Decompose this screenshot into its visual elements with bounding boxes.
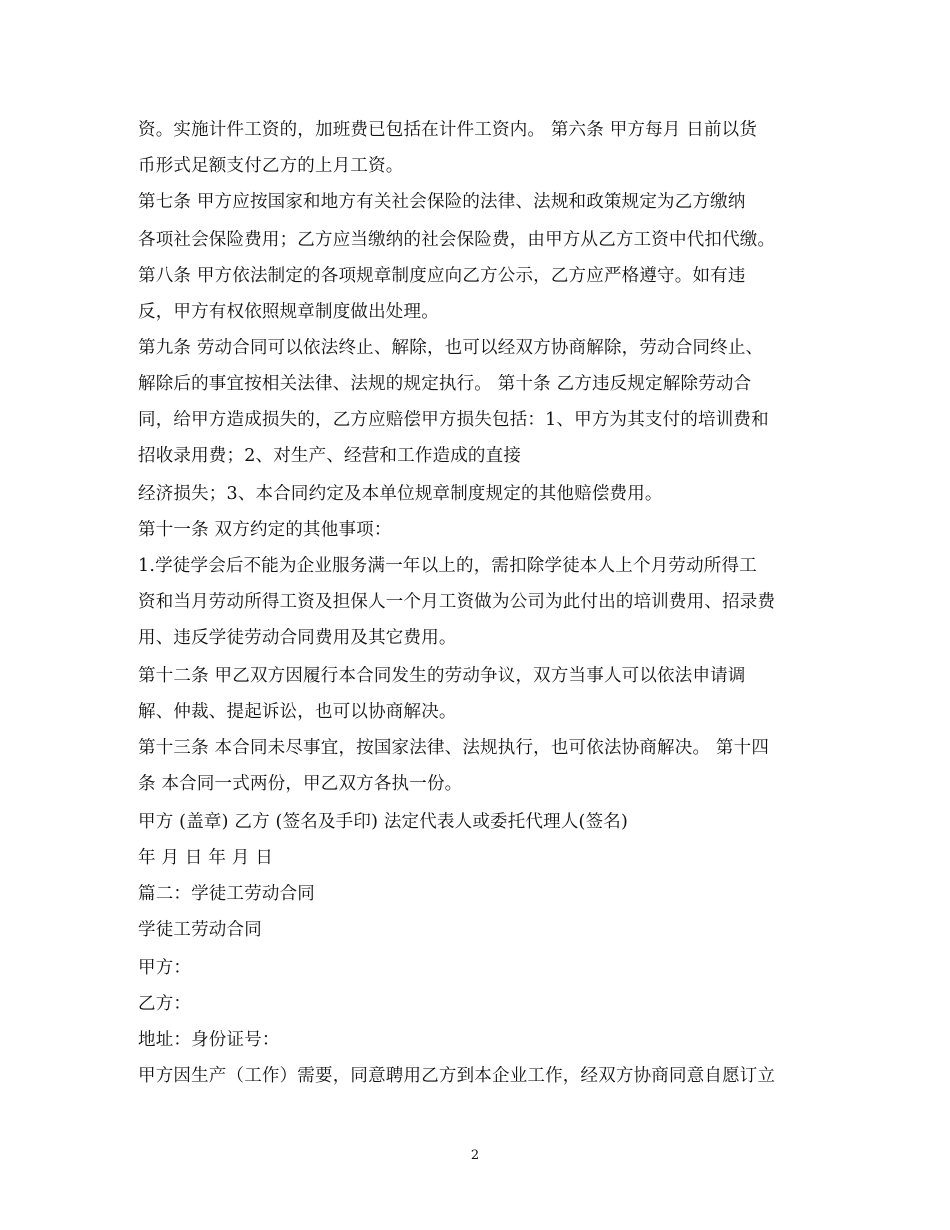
- text-line: 第七条 甲方应按国家和地方有关社会保险的法律、法规和政策规定为乙方缴纳: [138, 192, 746, 212]
- document-title: 学徒工劳动合同: [138, 920, 262, 940]
- text-line: 第八条 甲方依法制定的各项规章制度应向乙方公示，乙方应严格遵守。如有违: [138, 266, 746, 286]
- text-line: 甲方因生产（工作）需要，同意聘用乙方到本企业工作，经双方协商同意自愿订立: [138, 1066, 776, 1086]
- text-line: 经济损失；3、本合同约定及本单位规章制度规定的其他赔偿费用。: [138, 484, 663, 504]
- text-line: 用、违反学徒劳动合同费用及其它费用。: [138, 628, 457, 648]
- text-line: 甲方 (盖章) 乙方 (签名及手印) 法定代表人或委托代理人(签名): [138, 812, 629, 832]
- party-a-label: 甲方：: [138, 958, 192, 978]
- text-line: 第九条 劳动合同可以依法终止、解除，也可以经双方协商解除，劳动合同终止、: [138, 338, 764, 358]
- text-line: 解除后的事宜按相关法律、法规的规定执行。 第十条 乙方违反规定解除劳动合: [138, 374, 752, 394]
- text-line: 解、仲裁、提起诉讼，也可以协商解决。: [138, 702, 457, 722]
- address-id-label: 地址：身份证号：: [138, 1030, 280, 1050]
- text-line: 资。实施计件工资的，加班费已包括在计件工资内。 第六条 甲方每月 日前以货: [138, 120, 758, 140]
- text-line: 各项社会保险费用；乙方应当缴纳的社会保险费，由甲方从乙方工资中代扣代缴。: [138, 230, 776, 250]
- text-line: 同，给甲方造成损失的，乙方应赔偿甲方损失包括：1、甲方为其支付的培训费和: [138, 410, 769, 430]
- text-line: 第十一条 双方约定的其他事项：: [138, 520, 392, 540]
- text-line: 第十三条 本合同未尽事宜，按国家法律、法规执行，也可依法协商解决。 第十四: [138, 738, 770, 758]
- section-heading: 篇二：学徒工劳动合同: [138, 884, 315, 904]
- page-number: 2: [470, 1148, 480, 1163]
- text-line: 资和当月劳动所得工资及担保人一个月工资做为公司为此付出的培训费用、招录费: [138, 592, 776, 612]
- text-line: 年 月 日 年 月 日: [138, 848, 274, 868]
- text-line: 反，甲方有权依照规章制度做出处理。: [138, 302, 439, 322]
- text-line: 条 本合同一式两份，甲乙双方各执一份。: [138, 774, 463, 794]
- party-b-label: 乙方：: [138, 994, 192, 1014]
- text-line: 1.学徒学会后不能为企业服务满一年以上的，需扣除学徒本人上个月劳动所得工: [138, 556, 757, 576]
- text-line: 第十二条 甲乙双方因履行本合同发生的劳动争议，双方当事人可以依法申请调: [138, 666, 746, 686]
- text-line: 招收录用费；2、对生产、经营和工作造成的直接: [138, 446, 522, 466]
- text-line: 币形式足额支付乙方的上月工资。: [138, 156, 404, 176]
